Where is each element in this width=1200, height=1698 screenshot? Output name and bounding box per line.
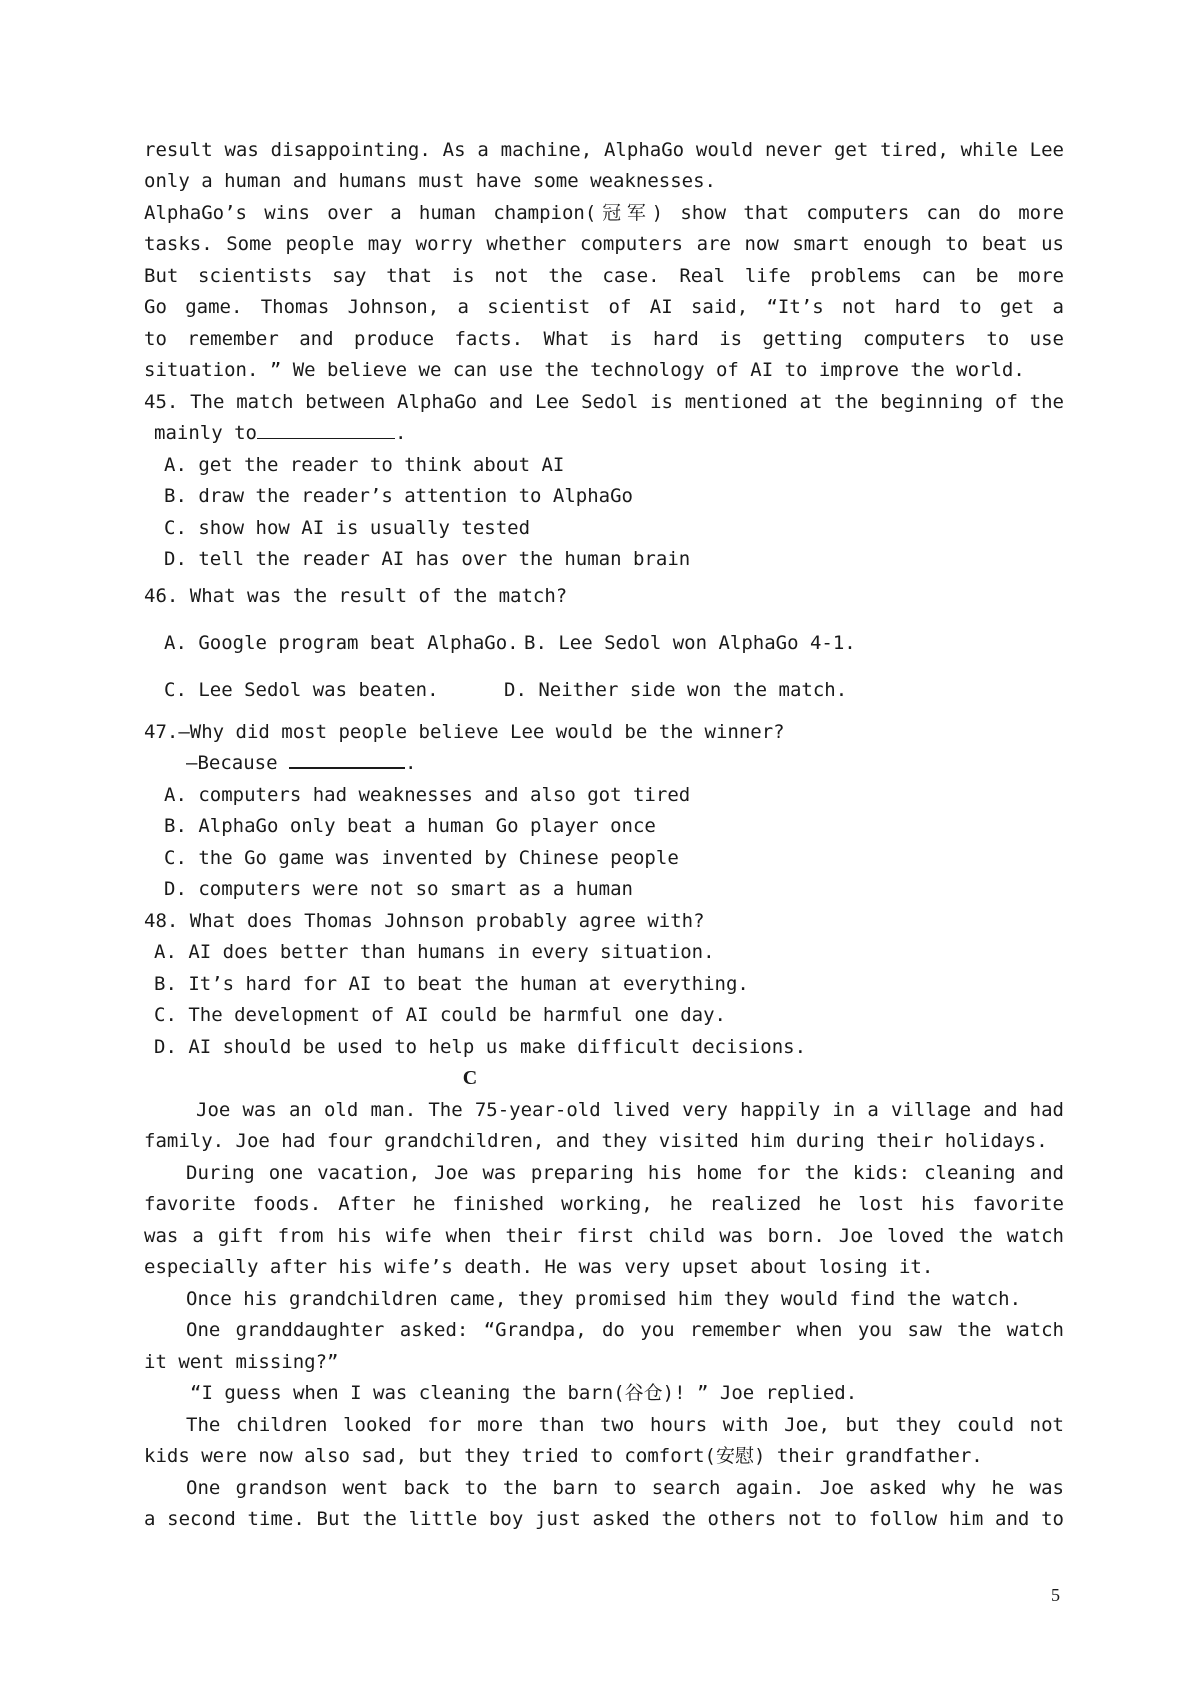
paragraph-line: One granddaughter asked: “Grandpa, do you remember when you saw the watch bbox=[186, 1319, 1064, 1341]
paragraph-line: result was disappointing. As a machine, AlphaGo would never get tired, while Lee bbox=[144, 139, 1064, 161]
paragraph-line: AlphaGo’s wins over a human champion(冠军) show that computers can do more bbox=[144, 202, 1064, 224]
paragraph-line: During one vacation, Joe was preparing his home for the kids: cleaning and bbox=[186, 1162, 1064, 1184]
option-c: C. The development of AI could be harmful one day. bbox=[154, 1004, 726, 1026]
option-a: A. computers had weaknesses and also got tired bbox=[164, 784, 691, 806]
option-b: B. It’s hard for AI to beat the human at everything. bbox=[154, 973, 749, 995]
answer-end: . bbox=[404, 752, 417, 774]
paragraph-line: One grandson went back to the barn to search again. Joe asked why he was bbox=[186, 1477, 1064, 1499]
answer-blank bbox=[257, 418, 395, 439]
option-a: A. Google program beat AlphaGo. bbox=[164, 632, 519, 654]
paragraph-line: Once his grandchildren came, they promised him they would find the watch. bbox=[186, 1288, 1022, 1310]
paragraph-line: especially after his wife’s death. He was very upset about losing it. bbox=[144, 1256, 934, 1278]
answer-prefix: —Because bbox=[186, 752, 278, 774]
paragraph-line: “I guess when I was cleaning the barn(谷仓)! ” Joe replied. bbox=[190, 1382, 858, 1404]
option-d: D. Neither side won the match. bbox=[504, 679, 848, 701]
paragraph-line: it went missing?” bbox=[144, 1351, 339, 1373]
paragraph-line: kids were now also sad, but they tried to comfort(安慰) their grandfather. bbox=[144, 1445, 983, 1467]
paragraph-line: a second time. But the little boy just asked the others not to follow him and to bbox=[144, 1508, 1064, 1530]
option-b: B. Lee Sedol won AlphaGo 4-1. bbox=[524, 632, 856, 654]
option-a: A. get the reader to think about AI bbox=[164, 454, 565, 476]
option-c: C. Lee Sedol was beaten. bbox=[164, 679, 439, 701]
option-b: B. draw the reader’s attention to AlphaGo bbox=[164, 485, 633, 507]
option-d: D. tell the reader AI has over the human brain bbox=[164, 548, 691, 570]
section-heading: C bbox=[462, 1067, 478, 1089]
question-46-stem: 46. What was the result of the match? bbox=[144, 585, 568, 607]
question-48-stem: 48. What does Thomas Johnson probably agree with? bbox=[144, 910, 705, 932]
option-d: D. computers were not so smart as a human bbox=[164, 878, 633, 900]
paragraph-line: Joe was an old man. The 75-year-old lived very happily in a village and had bbox=[196, 1099, 1064, 1121]
question-45-stem-cont bbox=[154, 417, 1074, 449]
option-a: A. AI does better than humans in every situation. bbox=[154, 941, 715, 963]
question-47-answer-line bbox=[186, 747, 1106, 779]
paragraph-line: tasks. Some people may worry whether computers are now smart enough to beat us bbox=[144, 233, 1064, 255]
stem-end: . bbox=[394, 422, 407, 444]
paragraph-line: The children looked for more than two hours with Joe, but they could not bbox=[186, 1414, 1064, 1436]
option-c: C. show how AI is usually tested bbox=[164, 517, 531, 539]
paragraph-line: family. Joe had four grandchildren, and they visited him during their holidays. bbox=[144, 1130, 1048, 1152]
question-45-stem: 45. The match between AlphaGo and Lee Sedol is mentioned at the beginning of the bbox=[144, 391, 1064, 413]
paragraph-line: situation. ” We believe we can use the technology of AI to improve the world. bbox=[144, 359, 1025, 381]
paragraph-line: Go game. Thomas Johnson, a scientist of AI said, “It’s not hard to get a bbox=[144, 296, 1064, 318]
stem-text: mainly to bbox=[154, 422, 257, 444]
paragraph-line: to remember and produce facts. What is hard is getting computers to use bbox=[144, 328, 1064, 350]
paragraph-line: But scientists say that is not the case. Real life problems can be more bbox=[144, 265, 1064, 287]
paragraph-line: favorite foods. After he finished working, he realized he lost his favorite bbox=[144, 1193, 1064, 1215]
question-47-stem: 47.—Why did most people believe Lee would be the winner? bbox=[144, 721, 785, 743]
paragraph-line: only a human and humans must have some weaknesses. bbox=[144, 170, 716, 192]
option-c: C. the Go game was invented by Chinese people bbox=[164, 847, 679, 869]
option-b: B. AlphaGo only beat a human Go player once bbox=[164, 815, 656, 837]
answer-blank bbox=[289, 747, 405, 769]
option-d: D. AI should be used to help us make difficult decisions. bbox=[154, 1036, 807, 1058]
paragraph-line: was a gift from his wife when their first child was born. Joe loved the watch bbox=[144, 1225, 1064, 1247]
page-number: 5 bbox=[1051, 1585, 1060, 1605]
